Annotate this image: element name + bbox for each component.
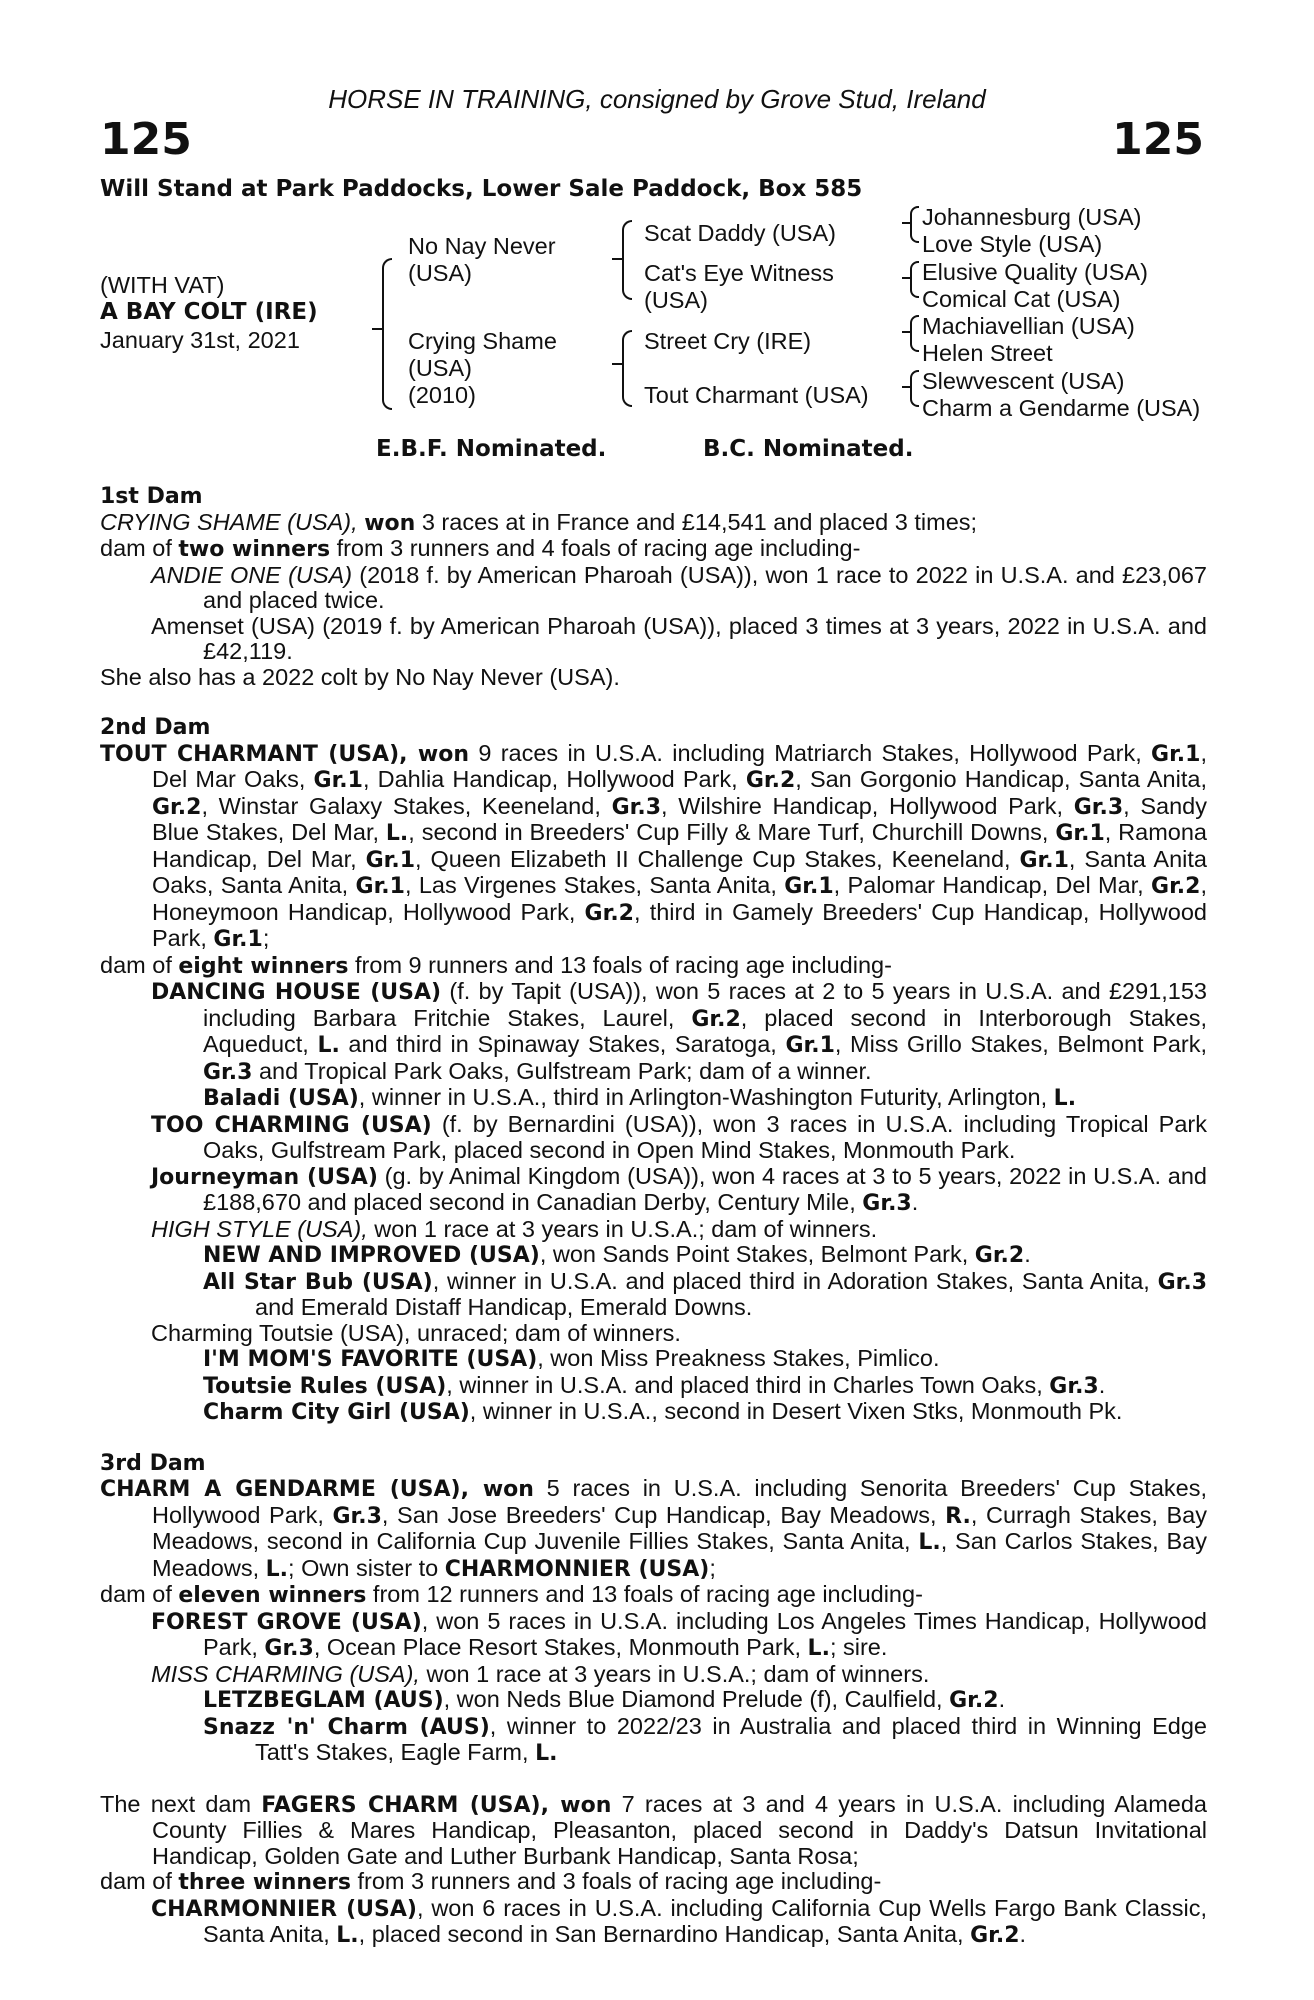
- first-dam-record: CRYING SHAME (USA), won 3 races at in France and £14,541 and placed 3 times;: [100, 508, 978, 536]
- dam-name: Crying Shame: [408, 328, 557, 354]
- dam-dam: Tout Charmant (USA): [644, 382, 869, 408]
- first-dam-heading: 1st Dam: [100, 484, 203, 509]
- gen4-7: Slewvescent (USA): [922, 368, 1125, 394]
- third-dam-heading: 3rd Dam: [100, 1450, 206, 1476]
- gen4-2: Love Style (USA): [922, 231, 1103, 257]
- dam-sire: Street Cry (IRE): [644, 328, 812, 354]
- first-dam-foal-2: Amenset (USA) (2019 f. by American Pharoah (USA)), placed 3 times at 3 years, 2022 in U.S.A. and £42,119.: [151, 612, 1207, 664]
- stand-location: Will Stand at Park Paddocks, Lower Sale Paddock, Box 585: [100, 176, 863, 202]
- gen4-8: Charm a Gendarme (USA): [922, 395, 1201, 421]
- first-dam-produce: dam of two winners from 3 runners and 4 foals of racing age including-: [100, 535, 861, 562]
- second-dam-record: TOUT CHARMANT (USA), won 9 races in U.S.A. including Matriarch Stakes, Hollywood Park, Gr.1, Del Mar Oaks, Gr.1, Dahlia Handicap, Hollywood Park, Gr.2, San Gorgonio Handicap, Santa Anita, Gr.2, Winstar Galaxy Stakes, Keeneland, Gr.3, Wilshire Handicap, Hollywood Park, Gr.3, Sandy Blue Stakes, Del Mar, L., second in Breeders' Cup Filly & Mare Turf, Churchill Downs, Gr.1, Ramona Handicap, Del Mar, Gr.1, Queen Elizabeth II Challenge Cup Stakes, Keeneland, Gr.1, Santa Anita Oaks, Santa Anita, Gr.1, Las Virgenes Stakes, Santa Anita, Gr.1, Palomar Handicap, Del Mar, Gr.2, Honeymoon Handicap, Hollywood Park, Gr.2, third in Gamely Breeders' Cup Handicap, Hollywood Park, Gr.1;: [100, 739, 1208, 952]
- next-dam-record: The next dam FAGERS CHARM (USA), won 7 races at 3 and 4 years in U.S.A. including Alameda County Fillies & Mares Handicap, Pleasanton, placed second in Daddy's Datsun Invitational Handicap, Golden Gate and Luther Burbank Handicap, Santa Rosa;: [100, 1790, 1207, 1869]
- second-dam-foal-charming-toutsie: Charming Toutsie (USA), unraced; dam of winners.: [151, 1319, 681, 1346]
- second-dam-foal-journeyman: Journeyman (USA) (g. by Animal Kingdom (USA)), won 4 races at 3 to 5 years, 2022 in U.S.A. and £188,670 and placed second in Canadian Derby, Century Mile, Gr.3.: [151, 1162, 1207, 1216]
- sire-dam: Cat's Eye Witness: [644, 260, 834, 286]
- first-dam-note: She also has a 2022 colt by No Nay Never (USA).: [100, 663, 620, 690]
- gen4-3: Elusive Quality (USA): [922, 259, 1148, 285]
- ebf-nomination: E.B.F. Nominated.: [376, 436, 607, 462]
- grandfoal-letzbeglam: LETZBEGLAM (AUS), won Neds Blue Diamond Prelude (f), Caulfield, Gr.2.: [203, 1686, 1006, 1713]
- second-dam-produce: dam of eight winners from 9 runners and 13 foals of racing age including-: [100, 951, 892, 979]
- gen4-4: Comical Cat (USA): [922, 286, 1121, 312]
- bc-nomination: B.C. Nominated.: [703, 436, 914, 462]
- second-dam-foal-too-charming: TOO CHARMING (USA) (f. by Bernardini (USA)), won 3 races in U.S.A. including Tropical Park Oaks, Gulfstream Park, placed second in Open Mind Stakes, Monmouth Park.: [151, 1110, 1207, 1163]
- lot-number-left: 125: [100, 114, 192, 165]
- dam-year: (2010): [408, 382, 476, 408]
- foaling-date: January 31st, 2021: [100, 327, 300, 353]
- first-dam-foal-1: ANDIE ONE (USA) (2018 f. by American Pharoah (USA)), won 1 race to 2022 in U.S.A. and £23,067 and placed twice.: [151, 561, 1207, 613]
- third-dam-foal-forest-grove: FOREST GROVE (USA), won 5 races in U.S.A. including Los Angeles Times Handicap, Hollywood Park, Gr.3, Ocean Place Resort Stakes, Monmouth Park, L.; sire.: [151, 1607, 1207, 1661]
- grandfoal-baladi: Baladi (USA), winner in U.S.A., third in Arlington-Washington Futurity, Arlington, L.: [203, 1084, 1077, 1111]
- grandfoal-charm-city-girl: Charm City Girl (USA), winner in U.S.A., second in Desert Vixen Stks, Monmouth Pk.: [203, 1398, 1123, 1425]
- grandfoal-all-star-bub: All Star Bub (USA), winner in U.S.A. and placed third in Adoration Stakes, Santa Anita, Gr.3 and Emerald Distaff Handicap, Emerald Downs.: [203, 1267, 1207, 1320]
- sire-dam-country: (USA): [644, 287, 708, 313]
- sire-sire: Scat Daddy (USA): [644, 220, 836, 246]
- gen4-6: Helen Street: [922, 340, 1053, 366]
- horse-name: A BAY COLT (IRE): [100, 299, 318, 325]
- third-dam-foal-miss-charming: MISS CHARMING (USA), won 1 race at 3 years in U.S.A.; dam of winners.: [151, 1660, 930, 1687]
- grandfoal-snazz-n-charm: Snazz 'n' Charm (AUS), winner to 2022/23 in Australia and placed third in Winning Edge Tatt's Stakes, Eagle Farm, L.: [203, 1712, 1207, 1766]
- second-dam-heading: 2nd Dam: [100, 715, 211, 740]
- catalogue-header: HORSE IN TRAINING, consigned by Grove Stud, Ireland: [328, 84, 986, 114]
- second-dam-foal-high-style: HIGH STYLE (USA), won 1 race at 3 years in U.S.A.; dam of winners.: [151, 1215, 878, 1242]
- vat-note: (WITH VAT): [100, 272, 225, 298]
- grandfoal-toutsie-rules: Toutsie Rules (USA), winner in U.S.A. and placed third in Charles Town Oaks, Gr.3.: [203, 1371, 1106, 1399]
- sire-name: No Nay Never: [408, 233, 556, 259]
- gen4-1: Johannesburg (USA): [922, 204, 1142, 230]
- second-dam-foal-dancing-house: DANCING HOUSE (USA) (f. by Tapit (USA)), won 5 races at 2 to 5 years in U.S.A. and £291,153 including Barbara Fritchie Stakes, Laurel, Gr.2, placed second in Interborough Stakes, Aqueduct, L. and third in Spinaway Stakes, Saratoga, Gr.1, Miss Grillo Stakes, Belmont Park, Gr.3 and Tropical Park Oaks, Gulfstream Park; dam of a winner.: [151, 978, 1208, 1085]
- grandfoal-new-and-improved: NEW AND IMPROVED (USA), won Sands Point Stakes, Belmont Park, Gr.2.: [203, 1241, 1031, 1268]
- third-dam-record: CHARM A GENDARME (USA), won 5 races in U.S.A. including Senorita Breeders' Cup Stakes, Hollywood Park, Gr.3, San Jose Breeders' Cup Handicap, Bay Meadows, R., Curragh Stakes, Bay Meadows, second in California Cup Juvenile Fillies Stakes, Santa Anita, L., San Carlos Stakes, Bay Meadows, L.; Own sister to CHARMONNIER (USA);: [100, 1475, 1207, 1582]
- dam-country: (USA): [408, 355, 472, 381]
- next-dam-produce: dam of three winners from 3 runners and 3 foals of racing age including-: [100, 1868, 882, 1895]
- gen4-5: Machiavellian (USA): [922, 313, 1135, 339]
- produce-record: [100, 484, 1207, 1949]
- lot-number-right: 125: [1112, 114, 1204, 165]
- sire-country: (USA): [408, 260, 472, 286]
- next-dam-foal-charmonnier: CHARMONNIER (USA), won 6 races in U.S.A. including California Cup Wells Fargo Bank Classic, Santa Anita, L., placed second in San Bernardino Handicap, Santa Anita, Gr.2.: [151, 1894, 1207, 1948]
- third-dam-produce: dam of eleven winners from 12 runners and 13 foals of racing age including-: [100, 1581, 923, 1608]
- grandfoal-im-moms-favorite: I'M MOM'S FAVORITE (USA), won Miss Preakness Stakes, Pimlico.: [203, 1345, 940, 1372]
